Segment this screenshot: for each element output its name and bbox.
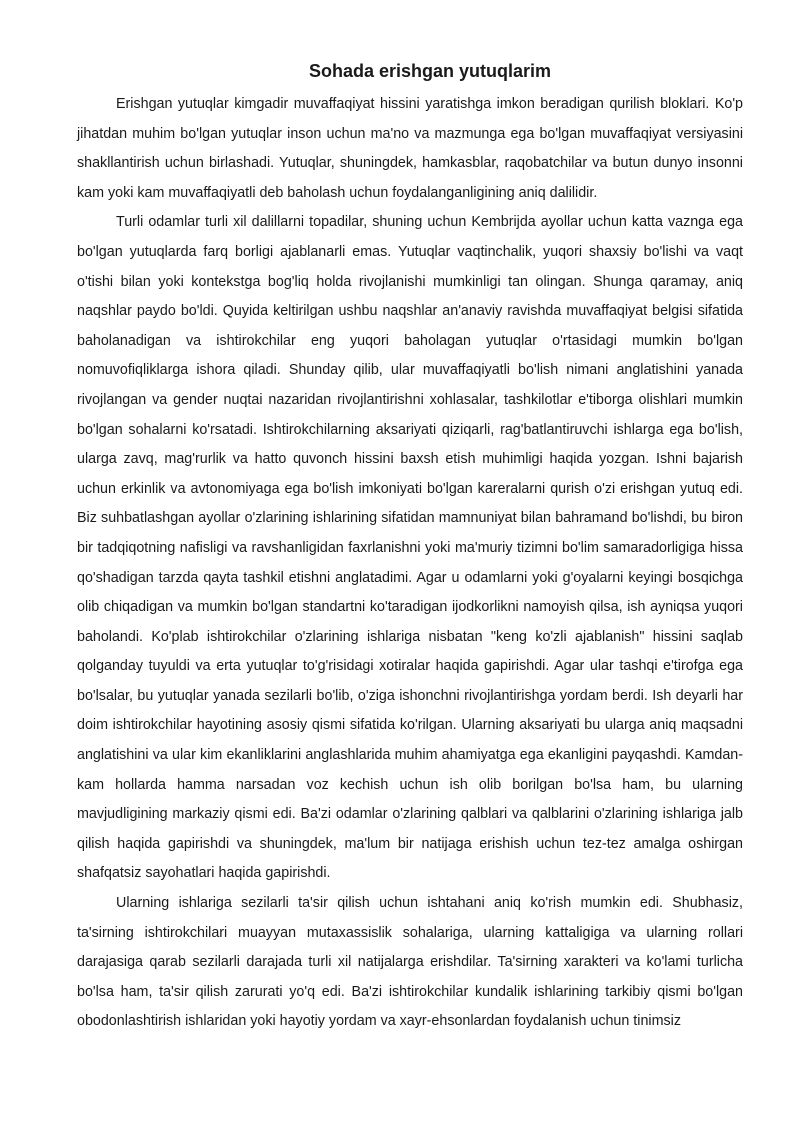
paragraph-1: Erishgan yutuqlar kimgadir muvaffaqiyat hissini yaratishga imkon beradigan qurilish bloklari. Ko'p jihatdan muhim bo'lgan yutuqlar inson uchun ma'no va mazmunga ega bo'lgan muvaffaqiyat versiyasini shakllantirish uchun birlashadi. Yutuqlar, shuningdek, hamkasblar, raqobatchilar va butun dunyo insonni kam yoki kam muvaffaqiyatli deb baholash uchun foydalanganligining aniq dalilidir. bbox=[77, 96, 743, 201]
paragraph-3: Ularning ishlariga sezilarli ta'sir qilish uchun ishtahani aniq ko'rish mumkin edi. Shubhasiz, ta'sirning ishtirokchilari muayyan mutaxassislik sohalariga, ularning kattaligiga va ularning rollari darajasiga qarab sezilarli darajada turli xil natijalarga erishdilar. Ta'sirning xarakteri va ko'lami turlicha bo'lsa ham, ta'sir qilish zarurati yo'q edi. Ba'zi ishtirokchilar kundalik ishlarining tarkibiy qismi bo'lgan obodonlashtirish ishlaridan yoki hayotiy yordam va xayr-ehsonlardan foydalanish uchun tinimsiz bbox=[77, 895, 743, 1030]
paragraph-2: Turli odamlar turli xil dalillarni topadilar, shuning uchun Kembrijda ayollar uchun katta vaznga ega bo'lgan yutuqlarda farq borligi ajablanarli emas. Yutuqlar vaqtinchalik, yuqori shaxsiy bo'lishi va vaqt o'tishi bilan yoki kontekstga bog'liq holda rivojlanishi mumkinligi tan olingan. Shunga qaramay, aniq naqshlar paydo bo'ldi. Quyida keltirilgan ushbu naqshlar an'anaviy ravishda muvaffaqiyat belgisi sifatida baholanadigan va ishtirokchilar eng yuqori baholagan yutuqlar o'rtasidagi mumkin bo'lgan nomuvofiqliklarga ishora qiladi. Shunday qilib, ular muvaffaqiyatli bo'lish nimani anglatishini yanada rivojlangan va gender nuqtai nazaridan rivojlantirishni xohlasalar, tashkilotlar e'tiborga olishlari mumkin bo'lgan sohalarni ko'rsatadi. Ishtirokchilarning aksariyati qiziqarli, rag'batlantiruvchi ishlarga ega bo'lish, ularga zavq, mag'rurlik va hatto quvonch hissini baxsh etish muhimligi haqida yozgan. Ishni bajarish uchun erkinlik va avtonomiyaga ega bo'lish imkoniyati bo'lgan kareralarni qurish o'zi erishgan yutuq edi. Biz suhbatlashgan ayollar o'zlarining ishlarining sifatidan mamnuniyat bilan bahramand bo'lishdi, bu biron bir tadqiqotning nafisligi va ravshanligidan faxrlanishni yoki ma'muriy tizimni bo'lim samaradorligiga hissa qo'shadigan tarzda qayta tashkil etishni anglatadimi. Agar u odamlarni yoki g'oyalarni keyingi bosqichga olib chiqadigan va mumkin bo'lgan standartni ko'taradigan ijodkorlikni namoyish qilsa, ish ayniqsa yuqori baholandi. Ko'plab ishtirokchilar o'zlarining ishlariga nisbatan "keng ko'zli ajablanish" hissini saqlab qolganday tuyuldi va erta yutuqlar to'g'risidagi xotiralar haqida gapirishdi. Agar ular tashqi e'tirofga ega bo'lsalar, bu yutuqlar yanada sezilarli bo'lib, o'ziga ishonchni rivojlantirishga yordam berdi. Ish deyarli har doim ishtirokchilar hayotining asosiy qismi sifatida ko'rilgan. Ularning aksariyati bu ularga aniq maqsadni anglatishini va ular kim ekanliklarini anglashlarida muhim ahamiyatga ega ekanligini payqashdi. Kamdan-kam hollarda hamma narsadan voz kechish uchun ish olib borilgan bo'lsa ham, bu ularning mavjudligining markaziy qismi edi. Ba'zi odamlar o'zlarining qalblari va qalblarini o'zlarining ishlariga jalb qilish haqida gapirishdi va shuningdek, ma'lum bir natijaga erishish uchun tez-tez amalga oshirgan shafqatsiz sayohatlari haqida gapirishdi. bbox=[77, 214, 743, 882]
document-page bbox=[77, 58, 743, 1037]
document-title: Sohada erishgan yutuqlarim bbox=[308, 61, 552, 81]
